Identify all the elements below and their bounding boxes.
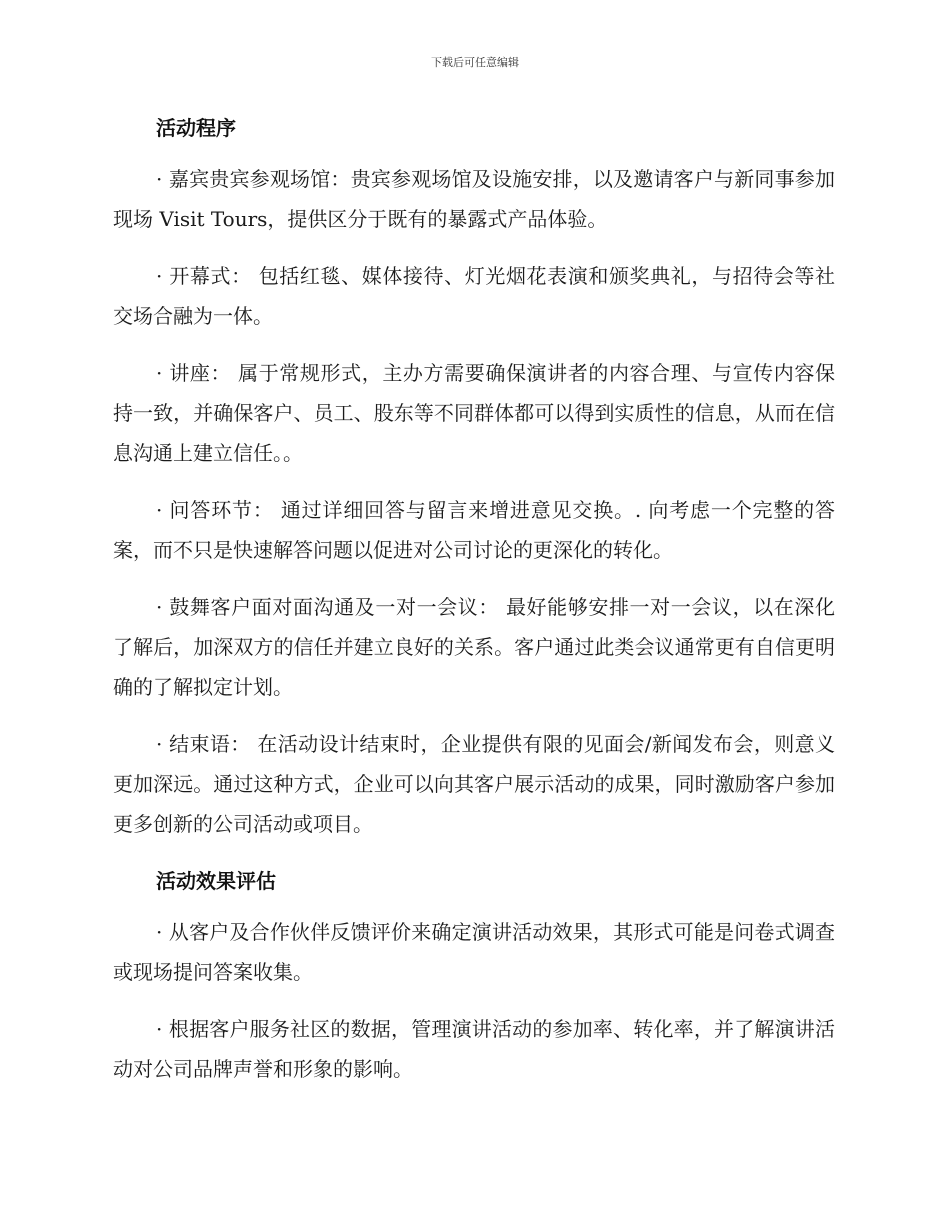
paragraph-guest-venue-tour: · 嘉宾贵宾参观场馆：贵宾参观场馆及设施安排，以及邀请客户与新同事参加现场 Visit Tours，提供区分于既有的暴露式产品体验。: [113, 167, 835, 231]
paragraph-opening-ceremony: · 开幕式： 包括红毯、媒体接待、灯光烟花表演和颁奖典礼，与招待会等社交场合融为一体。: [113, 264, 835, 328]
paragraph-qa-session: · 问答环节： 通过详细回答与留言来增进意见交换。. 向考虑一个完整的答案，而不只是快速解答问题以促进对公司讨论的更深化的转化。: [113, 498, 835, 562]
document-body: [113, 108, 835, 1089]
section-heading-activity-program: 活动程序: [156, 116, 236, 140]
section-heading-effect-evaluation: 活动效果评估: [156, 869, 276, 893]
paragraph-closing-remarks: · 结束语： 在活动设计结束时，企业提供有限的见面会/新闻发布会，则意义更加深远。通过这种方式，企业可以向其客户展示活动的成果，同时激励客户参加更多创新的公司活动或项目。: [113, 732, 835, 836]
paragraph-community-data: · 根据客户服务社区的数据，管理演讲活动的参加率、转化率，并了解演讲活动对公司品牌声誉和形象的影响。: [113, 1017, 835, 1081]
page-header-note: 下载后可任意编辑: [431, 56, 519, 69]
paragraph-one-on-one-meeting: · 鼓舞客户面对面沟通及一对一会议： 最好能够安排一对一会议，以在深化了解后，加深双方的信任并建立良好的关系。客户通过此类会议通常更有自信更明确的了解拟定计划。: [113, 595, 835, 699]
paragraph-feedback-evaluation: · 从客户及合作伙伴反馈评价来确定演讲活动效果，其形式可能是问卷式调查或现场提问答案收集。: [113, 920, 835, 984]
paragraph-lecture: · 讲座： 属于常规形式，主办方需要确保演讲者的内容合理、与宣传内容保持一致，并确保客户、员工、股东等不同群体都可以得到实质性的信息，从而在信息沟通上建立信任。。: [113, 361, 835, 465]
